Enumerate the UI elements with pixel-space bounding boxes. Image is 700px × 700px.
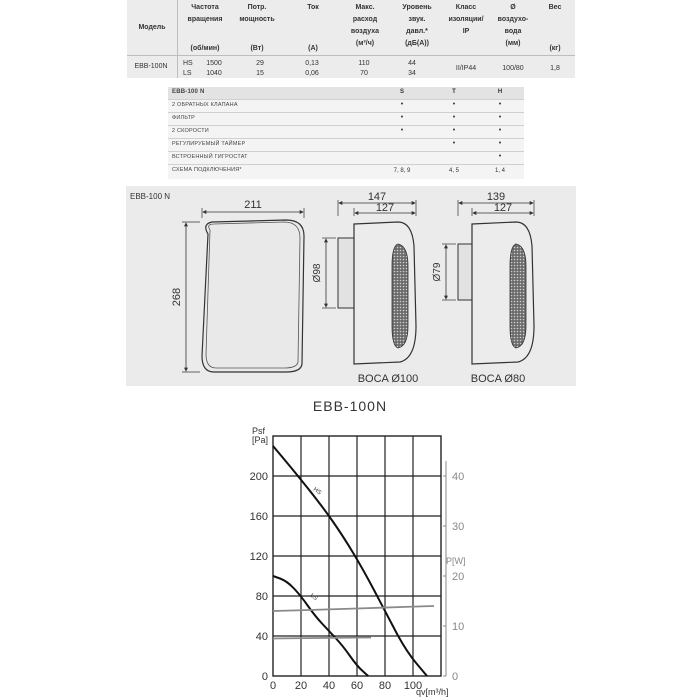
feature-mark: •: [452, 127, 456, 134]
wiring-h: 1, 4: [494, 168, 505, 174]
airflow-ls: 70: [360, 70, 368, 77]
side2-inner-label: 127: [493, 202, 513, 214]
side-view-100: [322, 200, 416, 364]
current-ls: 0,06: [305, 70, 319, 77]
mode-ls: LS: [183, 70, 192, 77]
speed-ls: 1040: [206, 70, 222, 77]
chart-series: [273, 446, 434, 676]
feature-mark: •: [400, 101, 404, 108]
x-tick-label: 0: [269, 680, 277, 692]
performance-chart: [0, 416, 700, 700]
noise-hs: 44: [408, 60, 416, 67]
side1-inner-label: 127: [375, 202, 395, 214]
side-view-80: [442, 200, 534, 364]
side2-outer-label: 139: [486, 191, 506, 203]
feature-label: 2 СКОРОСТИ: [172, 128, 209, 134]
header-noise: Уровень звук. давл.* (дБ(А)): [402, 4, 432, 47]
x-tick-label: 20: [294, 680, 308, 692]
y2-tick-label: 10: [452, 621, 465, 633]
spec-table: [127, 0, 575, 78]
feature-row: [168, 100, 524, 113]
feature-table: [168, 87, 524, 179]
side1-outer-label: 147: [367, 191, 387, 203]
x-axis-label: qv[m³/h]: [416, 687, 449, 697]
x-tick-label: 100: [403, 680, 423, 692]
dimensions-panel: [126, 186, 576, 386]
header-divider: [127, 55, 575, 56]
side1-caption: BOCA Ø100: [357, 373, 419, 385]
duct-value: 100/80: [502, 65, 524, 72]
x-tick-label: 40: [322, 680, 336, 692]
feature-row: [168, 139, 524, 152]
feature-label: РЕГУЛИРУЕМЫЙ ТАЙМЕР: [172, 141, 246, 147]
wiring-t: 4, 5: [448, 168, 459, 174]
feature-row: [168, 126, 524, 139]
current-hs: 0,13: [305, 60, 319, 67]
model-name: EBB-100N: [134, 63, 168, 70]
chart-grid: [273, 436, 446, 676]
feature-mark: •: [498, 127, 502, 134]
feature-mark: •: [400, 127, 404, 134]
series-line-hs: [273, 446, 427, 676]
side2-caption: BOCA Ø80: [470, 373, 526, 385]
column-divider: [177, 0, 178, 78]
front-width-label: 211: [244, 199, 262, 211]
insulation-value: II/IP44: [455, 65, 477, 72]
chart-title: EBB-100N: [312, 398, 388, 414]
series-line-hs-power: [273, 606, 434, 611]
noise-ls: 34: [408, 70, 416, 77]
y2-tick-label: 0: [452, 671, 459, 683]
feature-col-t: T: [452, 89, 456, 95]
y2-tick-label: 20: [452, 571, 465, 583]
power-hs: 29: [256, 60, 264, 67]
feature-mark: •: [452, 114, 456, 121]
feature-header-row: [168, 87, 524, 100]
y-tick-label: 160: [249, 511, 268, 523]
side1-duct-label: Ø98: [312, 263, 323, 283]
feature-label: ВСТРОЕННЫЙ ГИГРОСТАТ: [172, 154, 248, 160]
feature-label: ФИЛЬТР: [172, 115, 196, 121]
feature-row: [168, 152, 524, 165]
x-tick-label: 80: [378, 680, 392, 692]
feature-title: EBB-100 N: [172, 89, 205, 95]
y-axis-label-line1: Psf: [252, 426, 266, 436]
feature-mark: •: [400, 114, 404, 121]
series-label-hs: HS: [311, 486, 323, 497]
side2-duct-label: Ø79: [432, 262, 443, 282]
feature-col-h: H: [497, 89, 503, 95]
weight-value: 1,8: [550, 65, 560, 72]
power-ls: 15: [256, 70, 264, 77]
header-airflow: Макс. расход воздуха (м³/ч): [350, 4, 380, 47]
front-view: [182, 208, 304, 372]
series-line-ls: [273, 576, 368, 676]
y-axis-label-line2: [Pa]: [252, 435, 269, 445]
y-tick-label: 120: [249, 551, 268, 563]
feature-row: [168, 165, 524, 177]
feature-mark: •: [498, 153, 502, 160]
header-power: Потр. мощность (Вт): [239, 4, 275, 52]
feature-mark: •: [452, 140, 456, 147]
airflow-hs: 110: [358, 60, 370, 67]
feature-mark: •: [498, 140, 502, 147]
dims-title: EBB-100 N: [130, 192, 171, 201]
header-current: Ток (А): [307, 4, 319, 52]
feature-col-s: S: [399, 89, 404, 95]
header-weight: Вес (кг): [548, 4, 562, 52]
feature-mark: •: [498, 114, 502, 121]
y-tick-label: 80: [255, 591, 268, 603]
y-tick-label: 40: [255, 631, 268, 643]
header-insulation: Класс изоляции/ IP: [448, 4, 484, 35]
y-tick-label: 0: [261, 671, 268, 683]
x-tick-label: 60: [350, 680, 364, 692]
feature-mark: •: [452, 101, 456, 108]
feature-mark: •: [498, 101, 502, 108]
header-speed: Частота вращения (об/мин): [187, 4, 223, 52]
y2-axis-label: P[W]: [446, 556, 466, 566]
feature-label: 2 ОБРАТНЫХ КЛАПАНА: [172, 102, 238, 108]
speed-hs: 1500: [206, 60, 222, 67]
series-label-ls: LS: [308, 592, 319, 603]
dimensions-drawing: [126, 186, 576, 386]
wiring-s: 7, 8, 9: [393, 168, 411, 174]
mode-hs: HS: [183, 60, 193, 67]
feature-row: [168, 113, 524, 126]
feature-label: СХЕМА ПОДКЛЮЧЕНИЯ*: [172, 167, 242, 173]
header-model: Модель: [138, 24, 166, 31]
header-duct: Ø воздухо- вода (мм): [497, 4, 529, 47]
series-line-ls-power: [273, 638, 371, 639]
y-tick-label: 200: [249, 471, 268, 483]
y2-tick-label: 40: [452, 471, 465, 483]
y2-tick-label: 30: [452, 521, 465, 533]
front-height-label: 268: [171, 287, 183, 307]
